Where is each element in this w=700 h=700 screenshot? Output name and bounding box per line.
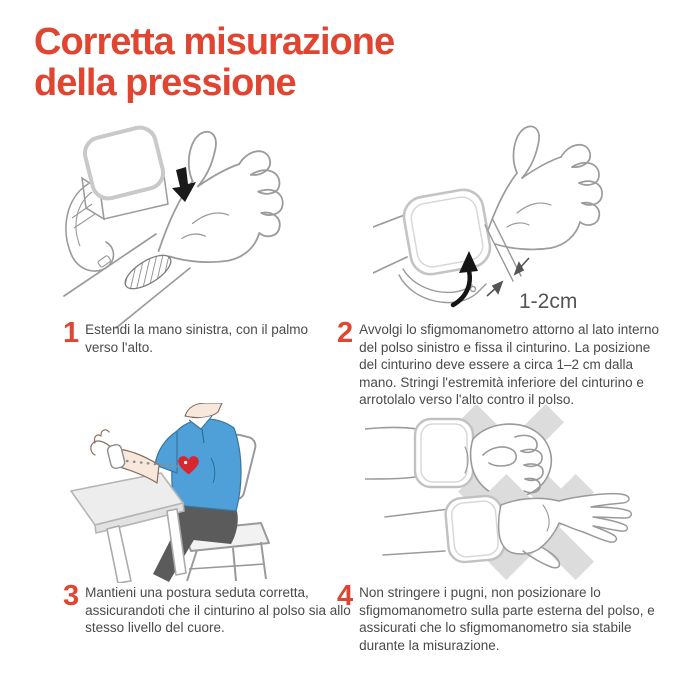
step4-caption xyxy=(337,580,667,654)
wrist-monitor-cuff xyxy=(401,187,493,278)
wrist-monitor-3d xyxy=(66,124,168,271)
page-title xyxy=(34,22,594,104)
step2-caption xyxy=(337,317,663,409)
step1-caption xyxy=(63,317,335,356)
step4-number: 4 xyxy=(337,580,353,612)
step3-caption xyxy=(63,580,355,637)
seated-person-graphic xyxy=(65,403,315,583)
step1-text: Estendi la mano sinistra, con il palmo verso l'alto. xyxy=(85,322,308,355)
step4-text: Non stringere i pugni, non posizionare lo sfigmomanometro sulla parte esterna del polso, e assicurati che lo sfigmomanometro sia stabile durante la misurazione. xyxy=(359,585,655,653)
open-hand-icon xyxy=(159,132,283,262)
step2-text: Avvolgi lo sfigmomanometro attorno al lato interno del polso sinistro e fissa il cinturino. La posizione del cinturino deve essere a circa 1–2 cm dalla mano. Stringi l'estremità inferiore del cinturino e arrotolalo verso l'alto contro il polso. xyxy=(359,322,660,407)
illustration-step1 xyxy=(58,122,318,330)
wrist-wrap-graphic xyxy=(373,123,643,323)
step3-number: 3 xyxy=(63,580,79,612)
pulse-area-hatch xyxy=(120,249,176,295)
wrist-cuff xyxy=(107,444,126,470)
open-hand-icon xyxy=(485,126,602,249)
open-hand-monitor-graphic xyxy=(58,122,318,330)
illustration-step4 xyxy=(365,405,650,583)
extended-arm xyxy=(91,430,159,483)
title-line2: della pressione xyxy=(34,62,296,104)
step2-number: 2 xyxy=(337,317,353,349)
strap-end xyxy=(399,269,486,303)
illustration-step2 xyxy=(373,123,643,323)
wrong-positions-graphic xyxy=(365,405,650,583)
step1-number: 1 xyxy=(63,317,79,349)
step3-text: Mantieni una postura seduta corretta, assicurandoti che il cinturino al polso sia allo stesso livello del cuore. xyxy=(85,585,351,635)
illustration-step3 xyxy=(65,403,315,583)
title-line1: Corretta misurazione xyxy=(34,21,395,63)
gap-measure-label: 1-2cm xyxy=(519,290,578,313)
down-arrow-icon xyxy=(172,167,196,202)
